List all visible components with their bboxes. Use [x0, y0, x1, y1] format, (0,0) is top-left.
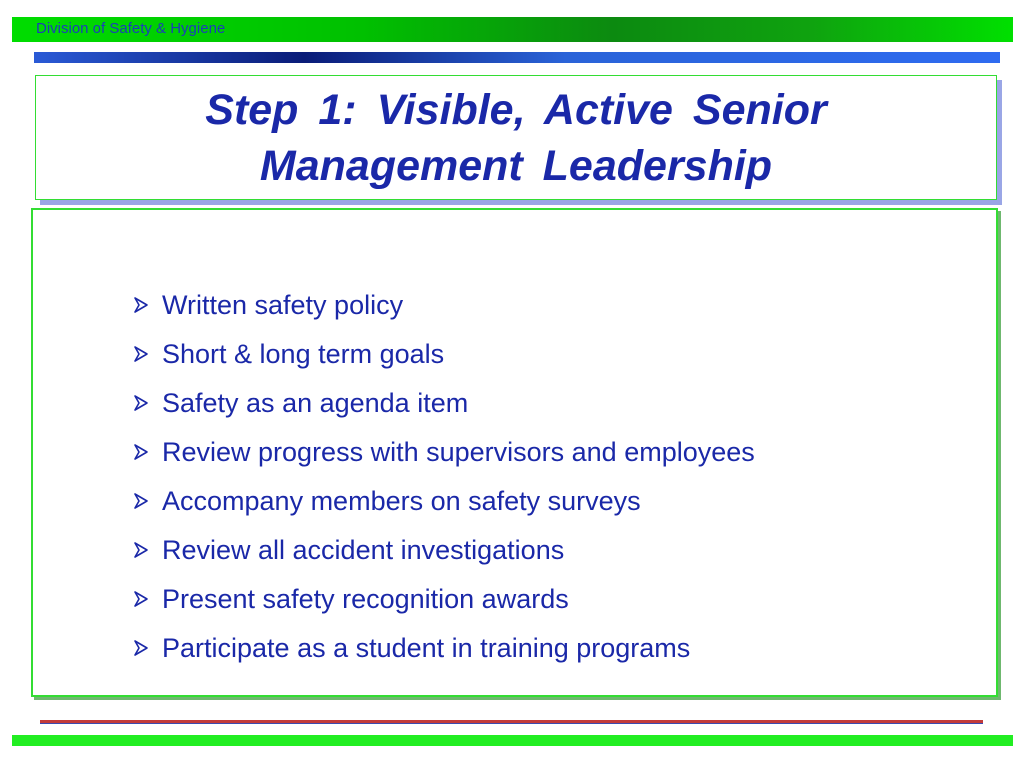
bullet-text: Participate as a student in training programs	[162, 632, 691, 663]
list-item	[132, 476, 755, 525]
title-line-2: Management Leadership	[259, 141, 773, 190]
division-label: Division of Safety & Hygiene	[36, 20, 226, 37]
list-item	[132, 280, 755, 329]
bullet-text: Review all accident investigations	[162, 534, 565, 565]
arrow-bullet-icon	[132, 539, 150, 561]
arrow-bullet-icon	[132, 392, 150, 414]
list-item	[132, 574, 755, 623]
list-item	[132, 329, 755, 378]
title-box	[35, 75, 997, 200]
bullet-text: Written safety policy	[162, 289, 404, 320]
bullet-list	[132, 280, 755, 672]
slide-title	[205, 82, 826, 194]
decorative-blue-bar	[34, 52, 1000, 63]
arrow-bullet-icon	[132, 490, 150, 512]
bullet-text: Short & long term goals	[162, 338, 445, 369]
arrow-bullet-icon	[132, 343, 150, 365]
arrow-bullet-icon	[132, 637, 150, 659]
bullet-text: Review progress with supervisors and employees	[162, 436, 755, 467]
bullet-text: Accompany members on safety surveys	[162, 485, 641, 516]
list-item	[132, 378, 755, 427]
arrow-bullet-icon	[132, 588, 150, 610]
bullet-text: Safety as an agenda item	[162, 387, 469, 418]
list-item	[132, 623, 755, 672]
list-item	[132, 525, 755, 574]
bullet-text: Present safety recognition awards	[162, 583, 569, 614]
top-banner	[12, 17, 1013, 42]
footer-divider-blue	[40, 723, 983, 724]
list-item	[132, 427, 755, 476]
footer-green-bar	[12, 735, 1013, 746]
arrow-bullet-icon	[132, 441, 150, 463]
title-line-1: Step 1: Visible, Active Senior	[205, 85, 827, 134]
arrow-bullet-icon	[132, 294, 150, 316]
